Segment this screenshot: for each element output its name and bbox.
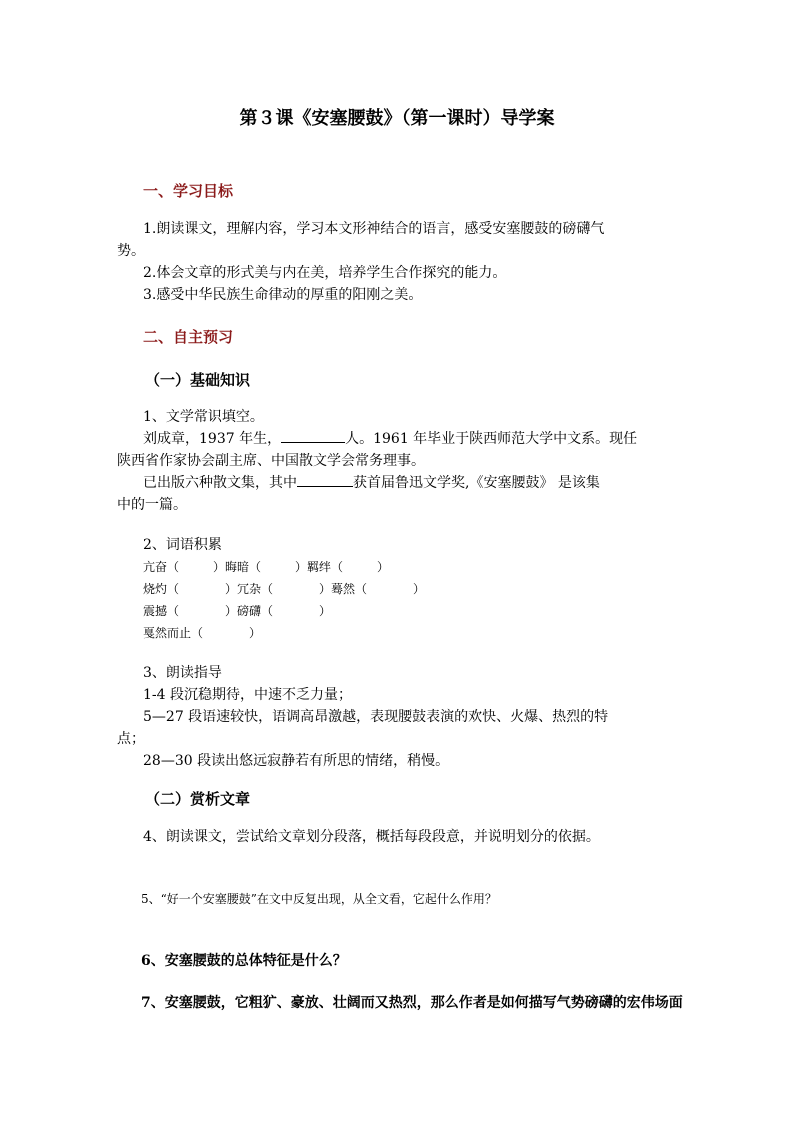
q1-line4: 中的一篇。 bbox=[117, 497, 187, 513]
q1-line1 bbox=[143, 428, 637, 450]
vocab-row-2 bbox=[143, 578, 425, 600]
q2-label: 2、词语积累 bbox=[143, 537, 222, 553]
subsection-basic-knowledge: （一）基础知识 bbox=[145, 371, 251, 389]
vocab-row-3 bbox=[143, 600, 331, 622]
vocab-term: 烧灼（ bbox=[143, 582, 180, 596]
vocab-term: 震撼（ bbox=[143, 604, 180, 618]
vocab-term: 戛然而止（ bbox=[143, 626, 204, 640]
goal-item-3: 3.感受中华民族生命律动的厚重的阳刚之美。 bbox=[143, 287, 423, 303]
q3-label: 3、朗读指导 bbox=[143, 665, 222, 681]
vocab-term: ）蓦然（ bbox=[319, 582, 368, 596]
q1-line1-end: 人。1961 年毕业于陕西师范大学中文系。现任 bbox=[345, 431, 638, 447]
subsection-appreciation: （二）赏析文章 bbox=[145, 790, 251, 808]
q1-line3 bbox=[143, 472, 600, 494]
question-5: 5、“好一个安塞腰鼓”在文中反复出现，从全文看，它起什么作用？ bbox=[141, 892, 497, 906]
section-heading-goals: 一、学习目标 bbox=[143, 182, 234, 200]
q3-line4: 28—30 段读出悠远寂静若有所思的情绪，稍慢。 bbox=[143, 753, 450, 769]
vocab-term: ）冗杂（ bbox=[225, 582, 274, 596]
vocab-term: ） bbox=[319, 604, 332, 618]
vocab-term: 亢奋（ bbox=[143, 560, 180, 574]
vocab-term: ） bbox=[249, 626, 262, 640]
q3-line3: 点； bbox=[117, 731, 145, 747]
goal-item-2: 2.体会文章的形式美与内在美，培养学生合作探究的能力。 bbox=[143, 265, 507, 281]
page-title: 第３课《安塞腰鼓》（第一课时）导学案 bbox=[239, 108, 555, 129]
vocab-term: ）磅礴（ bbox=[225, 604, 274, 618]
q3-line1: 1-4 段沉稳期待，中速不乏力量； bbox=[143, 687, 352, 703]
vocab-term: ）晦暗（ bbox=[213, 560, 262, 574]
question-6: 6、安塞腰鼓的总体特征是什么？ bbox=[141, 953, 347, 969]
q1-line3-start: 已出版六种散文集，其中 bbox=[143, 475, 297, 491]
section-heading-preview: 二、自主预习 bbox=[143, 328, 234, 346]
vocab-term: ） bbox=[377, 560, 390, 574]
fill-blank[interactable] bbox=[281, 428, 345, 443]
question-7: 7、安塞腰鼓，它粗犷、豪放、壮阔而又热烈，那么作者是如何描写气势磅礴的宏伟场面 bbox=[141, 995, 683, 1011]
fill-blank[interactable] bbox=[297, 472, 353, 487]
goal-item-1-cont: 势。 bbox=[117, 243, 145, 259]
q1-line2: 陕西省作家协会副主席、中国散文学会常务理事。 bbox=[117, 453, 425, 469]
vocab-term: ） bbox=[413, 582, 426, 596]
vocab-row-1 bbox=[143, 556, 389, 578]
q1-line1-start: 刘成章，1937 年生， bbox=[143, 431, 282, 447]
vocab-term: ）羁绊（ bbox=[295, 560, 344, 574]
vocab-row-4 bbox=[143, 622, 261, 644]
question-4: 4、朗读课文，尝试给文章划分段落，概括每段段意，并说明划分的依据。 bbox=[143, 829, 600, 845]
q1-line3-end: 获首届鲁迅文学奖,《安塞腰鼓》 是该集 bbox=[353, 475, 600, 491]
goal-item-1: 1.朗读课文，理解内容，学习本文形神结合的语言，感受安塞腰鼓的磅礴气 bbox=[143, 221, 605, 237]
q1-label: 1、文学常识填空。 bbox=[143, 409, 264, 425]
q3-line2: 5—27 段语速较快，语调高昂激越，表现腰鼓表演的欢快、火爆、热烈的特 bbox=[143, 709, 609, 725]
